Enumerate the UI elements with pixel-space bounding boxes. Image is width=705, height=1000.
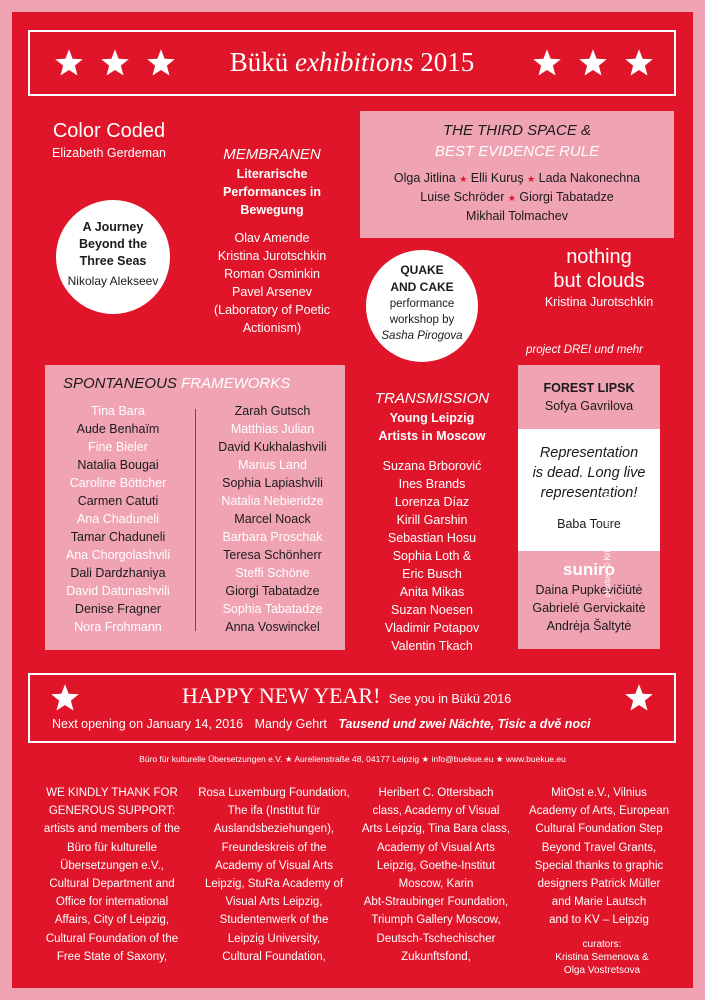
membranen-subtitle-2: Performances in (223, 185, 321, 199)
quake-title-line: AND CAKE (390, 280, 454, 294)
quake-desc (366, 296, 478, 344)
quake-circle (366, 250, 478, 362)
thanks-col-4 (514, 784, 684, 930)
thanks-line: Abt-Straubinger Foundation, (363, 896, 509, 909)
thanks-col-2 (194, 784, 354, 966)
spontaneous-artist: Barbara Proschak (222, 530, 323, 544)
transmission-subtitle: Young Leipzig (389, 411, 475, 425)
thanks-line: Zukunftsfond, (401, 950, 471, 963)
suniro-artist: Andrėja Šaltytė (546, 619, 632, 633)
journey-artist: Nikolay Alekseev (67, 274, 159, 288)
membranen-block (197, 145, 347, 337)
forest-artist: Sofya Gavrilova (544, 399, 634, 413)
transmission-artist: Suzana Brborović (382, 459, 482, 473)
project-label: project DREI und mehr (526, 344, 643, 356)
star-icon: ★ (459, 174, 468, 184)
thanks-line: Academy of Arts, European (529, 805, 669, 818)
spontaneous-artist: Nora Frohmann (74, 620, 162, 634)
spontaneous-artist: Marcel Noack (234, 512, 311, 526)
spontaneous-artist: Marius Land (238, 458, 307, 472)
third-space-artist: Luise Schröder (420, 190, 505, 204)
quake-title-line: QUAKE (400, 263, 444, 277)
clouds-title: nothing (566, 246, 632, 268)
spontaneous-artist: Fine Bieler (88, 440, 148, 454)
thanks-line: Übersetzungen e.V., (60, 859, 164, 872)
third-space-artist: Giorgi Tabatadze (519, 190, 614, 204)
poster (12, 12, 693, 988)
thanks-line: Cultural Foundation Step (535, 823, 663, 836)
transmission-block (352, 389, 512, 655)
header-frame (28, 30, 676, 96)
representation-line: Representation (539, 445, 639, 461)
third-space-title-2: BEST EVIDENCE RULE (434, 143, 600, 160)
transmission-artist: Kirill Garshin (396, 513, 468, 527)
thanks-line: Rosa Luxemburg Foundation, (198, 787, 350, 799)
spontaneous-artist: Tina Bara (91, 404, 145, 418)
journey-title-line: A Journey (82, 220, 144, 234)
thanks-col-3 (352, 784, 520, 966)
transmission-artist: Anita Mikas (399, 585, 465, 599)
curators-block (532, 938, 672, 977)
thanks-line: Academy of Visual Arts (214, 859, 334, 872)
star-icon: ★ (507, 193, 516, 203)
membranen-title: MEMBRANEN (223, 146, 321, 163)
spontaneous-artist: Aude Benhaïm (76, 422, 160, 436)
transmission-artist: Lorenza Díaz (394, 495, 470, 509)
spontaneous-artist: Giorgi Tabatadze (225, 584, 320, 598)
thanks-line: Cultural Foundation of the (45, 932, 179, 945)
transmission-artist: Valentin Tkach (391, 639, 473, 653)
third-space-artist: Mikhail Tolmachev (466, 209, 568, 223)
spontaneous-artist: David Datunashvili (66, 584, 170, 598)
spontaneous-artist: Denise Fragner (74, 602, 162, 616)
membranen-artist: Olav Amende (234, 231, 310, 245)
next-opening-line (52, 717, 591, 731)
suniro-title: suniro (563, 560, 615, 579)
curator-name: Kristina Semenova & (555, 952, 649, 963)
transmission-artist: Ines Brands (398, 477, 466, 491)
photo-credit: photos: © Kristina Jurotschkin (603, 491, 612, 597)
journey-title-line: Three Seas (79, 254, 147, 268)
new-year-headline: HAPPY NEW YEAR! (182, 683, 381, 708)
color-coded-artist: Elizabeth Gerdeman (52, 146, 166, 160)
spontaneous-artist: Sophia Lapiashvili (222, 476, 323, 490)
thanks-line: The ifa (Institut für (227, 805, 321, 818)
membranen-artist: (Laboratory of Poetic (213, 303, 331, 317)
third-space-title-1: THE THIRD SPACE & (442, 122, 592, 139)
next-opening-artist: Mandy Gehrt (254, 717, 327, 731)
membranen-subtitle-3: Bewegung (240, 203, 304, 217)
spontaneous-artist: Natalia Nebieridze (221, 494, 324, 508)
spontaneous-box (45, 365, 345, 650)
thanks-line: Academy of Visual Arts (376, 841, 496, 854)
thanks-line: WE KINDLY THANK FOR (46, 787, 178, 799)
quake-artist: Sasha Pirogova (381, 330, 463, 342)
representation-artist: Baba Toure (557, 517, 621, 531)
membranen-artist: Roman Osminkin (224, 267, 320, 281)
third-space-row-1 (360, 169, 674, 188)
clouds-artist: Kristina Jurotschkin (544, 295, 654, 309)
spontaneous-artist: Sophia Tabatadze (222, 602, 323, 616)
thanks-line: Heribert C. Ottersbach (378, 787, 494, 799)
membranen-artist: Kristina Jurotschkin (217, 249, 327, 263)
thanks-line: Freundeskreis of the (221, 841, 327, 854)
thanks-line: Office for international (55, 896, 169, 909)
thanks-line: Auslandsbeziehungen), (213, 823, 335, 836)
thanks-line: Affairs, City of Leipzig, (54, 914, 170, 927)
thanks-line: GENEROUS SUPPORT: (48, 805, 176, 818)
spontaneous-artist: Anna Voswinckel (225, 620, 320, 634)
color-coded-block (34, 118, 184, 162)
transmission-artist: Eric Busch (402, 567, 462, 581)
representation-box (518, 429, 660, 551)
spontaneous-artist: Natalia Bougai (77, 458, 159, 472)
next-opening-date: Next opening on January 14, 2016 (52, 717, 244, 731)
spontaneous-artist: Caroline Böttcher (69, 476, 167, 490)
thanks-line: artists and members of the (43, 823, 181, 836)
spontaneous-title (63, 374, 290, 394)
spontaneous-artist: Zarah Gutsch (234, 404, 311, 418)
spontaneous-col-2 (200, 402, 345, 636)
right-stack (518, 365, 660, 649)
quake-desc-line: workshop by (389, 314, 455, 326)
new-year-line (182, 683, 511, 709)
thanks-line: Free State of Saxony, (56, 950, 168, 963)
thanks-line: Studentenwerk of the (219, 914, 329, 927)
spontaneous-artist: Teresa Schönherr (223, 548, 322, 562)
thanks-line: and Marie Lautsch (551, 896, 647, 909)
thanks-line: Special thanks to graphic (534, 859, 664, 872)
journey-title-line: Beyond the (78, 237, 148, 251)
third-space-artist: Olga Jitlina (393, 171, 456, 185)
address-line: Büro für kulturelle Übersetzungen e.V. ★ Aurelienstraße 48, 04177 Leipzig ★ info@buekue.eu ★ www.buekue.eu (139, 754, 566, 764)
thanks-line: Deutsch-Tschechischer (376, 932, 496, 945)
color-coded-title: Color Coded (52, 120, 166, 142)
thanks-line: and to KV – Leipzig (549, 914, 649, 927)
transmission-artist: Sophia Loth & (392, 549, 472, 563)
star-icon (50, 683, 80, 713)
membranen-subtitle-1: Literarische (236, 167, 308, 181)
column-divider (195, 409, 196, 631)
thanks-line: Leipzig, Goethe-Institut (376, 859, 496, 872)
spontaneous-artist: Ana Chorgolashvili (65, 548, 171, 562)
journey-title (56, 219, 170, 270)
clouds-block (524, 245, 674, 311)
suniro-artist: Daina Pupkevičiūtė (535, 583, 643, 597)
third-space-row-2 (360, 188, 674, 207)
curators-label: curators: (582, 939, 622, 950)
thanks-line: Leipzig, StuRa Academy of (204, 878, 344, 891)
thanks-line: Cultural Foundation, (222, 950, 326, 963)
journey-circle (56, 200, 170, 314)
thanks-line: Leipzig University, (227, 932, 321, 945)
spontaneous-artist: David Kukhalashvili (218, 440, 327, 454)
thanks-line: Moscow, Karin (398, 878, 474, 891)
header-title: Bükü exhibitions 2015 (229, 47, 475, 77)
forest-title: FOREST LIPSK (543, 381, 635, 395)
thanks-line: Visual Arts Leipzig, (225, 896, 323, 909)
membranen-artist: Actionism) (242, 321, 302, 335)
quake-title (366, 262, 478, 296)
third-space-artist: Elli Kuruş (470, 171, 524, 185)
thanks-line: Arts Leipzig, Tina Bara class, (361, 823, 511, 836)
spontaneous-col-1 (45, 402, 191, 636)
thanks-line: MitOst e.V., Vilnius (551, 787, 647, 799)
third-space-box (360, 111, 674, 238)
spontaneous-artist: Steffi Schöne (235, 566, 310, 580)
spontaneous-artist: Matthias Julian (230, 422, 315, 436)
clouds-title: but clouds (553, 270, 645, 292)
spontaneous-artist: Carmen Catuti (77, 494, 159, 508)
spontaneous-title-b: FRAMEWORKS (181, 375, 291, 392)
representation-line: is dead. Long live (532, 465, 646, 481)
suniro-artists (518, 581, 660, 635)
star-icon (624, 683, 654, 713)
transmission-artist: Vladimir Potapov (384, 621, 480, 635)
membranen-artist: Pavel Arsenev (232, 285, 312, 299)
spontaneous-artist: Ana Chaduneli (76, 512, 159, 526)
star-icon: ★ (527, 174, 536, 184)
transmission-title: TRANSMISSION (374, 390, 490, 407)
representation-text (518, 443, 660, 503)
thanks-col-1 (32, 784, 192, 966)
suniro-artist: Gabrielė Gervickaitė (532, 601, 646, 615)
new-year-frame (28, 673, 676, 743)
transmission-subtitle: Artists in Moscow (378, 429, 486, 443)
spontaneous-artist: Dali Dardzhaniya (70, 566, 166, 580)
quake-desc-line: performance (389, 298, 455, 310)
spontaneous-artist: Tamar Chaduneli (70, 530, 166, 544)
thanks-line: Triumph Gallery Moscow, (371, 914, 501, 927)
transmission-artist: Sebastian Hosu (387, 531, 477, 545)
new-year-see-you: See you in Bükü 2016 (388, 692, 512, 706)
representation-line: representation! (540, 485, 638, 501)
spontaneous-title-a: SPONTANEOUS (63, 375, 177, 392)
thanks-line: designers Patrick Müller (537, 878, 661, 891)
next-opening-title: Tausend und zwei Nächte, Tisíc a dvě noci (338, 717, 591, 731)
transmission-artist: Suzan Noesen (390, 603, 473, 617)
thanks-line: class, Academy of Visual (372, 805, 500, 818)
thanks-line: Beyond Travel Grants, (541, 841, 657, 854)
thanks-line: Cultural Department and (49, 878, 175, 891)
thanks-line: Büro für kulturelle (66, 841, 158, 854)
curator-name: Olga Vostretsova (563, 965, 641, 976)
third-space-artist: Lada Nakonechna (538, 171, 641, 185)
